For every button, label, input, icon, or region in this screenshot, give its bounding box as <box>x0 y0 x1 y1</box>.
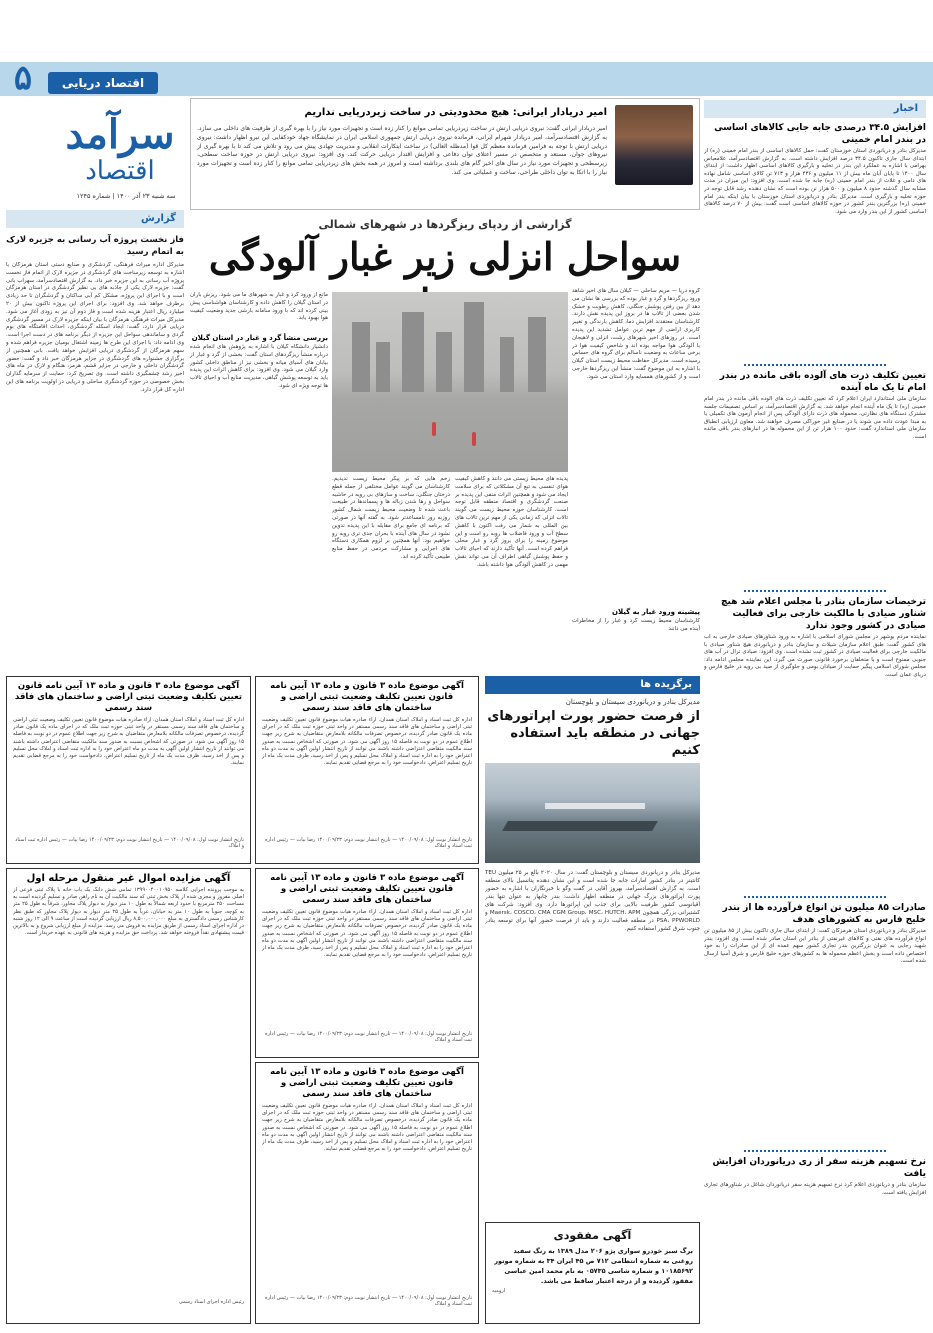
featured-kicker: مدیرکل بنادر و دریانوردی سیستان و بلوچستان <box>565 698 700 706</box>
photo-building <box>500 337 514 392</box>
news-item-title[interactable]: صادرات ۸۵ میلیون تن انواع فرآورده ها از بندر خلیج فارس به کشورهای هدف <box>722 903 926 925</box>
ad-body: اداره کل ثبت اسناد و املاک استان همدان. آراء صادره هیات موضوع قانون تعیین تکلیف وضعیت ثبتی اراضی و ساختمان های فاقد سند رسمی مستقر در واحد ثبتی حوزه ثبت ملک که در اجرای ماده یک قانون صادر گردیده، درخصوص تصرفات مالکانه بلامعارض متقاضیان به شرح زیر جهت اطلاع عموم در دو نوبت به فاصله ۱۵ روز آگهی می شود. در صورتی که اشخاص نسبت به صدور سند مالکیت متقاضی اعتراضی داشته باشند می توانند از تاریخ انتشار اولین آگهی به مدت دو ماه اعتراض خود را به اداره ثبت اسناد و املاک محل تسلیم و پس از اخذ رسید، ظرف مدت یک ماه از تاریخ تسلیم اعتراض، دادخواست خود را به مرجع قضایی تقدیم نمایند. <box>13 717 244 767</box>
news-item-body: نماینده مردم بوشهر در مجلس شورای اسلامی با اشاره به ورود شناورهای صیادی خارجی به آب های کشور گفت: طبق اعلام سازمان شیلات و سازمان بنادر و دریانوردی هیچ شناور صیادی با مالکیت خارجی برای فعالیت صیادی در کشور ثبت نشده است. وی افزود: صیادی ترال در آب های جنوبی ممنوع است و با متخلفان برخورد قانونی صورت می گیرد. این نماینده مجلس ادامه داد: مجلس شورای اسلامی پیگیر حمایت از صیادان بومی و جلوگیری از صید بی رویه در خلیج فارس و دریای عمان است. <box>704 634 926 678</box>
ad-title: آگهی موضوع ماده ۳ قانون و ماده ۱۳ آیین نامه قانون تعیین تکلیف وضعیت ثبتی اراضی و ساختمان های فاقد سند رسمی <box>270 1067 464 1099</box>
issue-line: سه شنبه ۲۳ آذر ۱۴۰۰ | شماره ۱۲۴۵ <box>76 192 176 200</box>
report-body: مدیرکل اداره میراث فرهنگی، گردشگری و صنایع دستی استان هرمزگان با اشاره به توسعه زیرساخت های گردشگری در جزیره لارک از اتمام فاز نخست پروژه آب رسانی به این جزیره خبر داد. به گزارش اقتصادسرآمد، سهراب بانی گفت: جزیره لارک یکی از جاذبه های بی نظیر گردشگری در استان هرمزگان است و با اجرای این پروژه، مشکل کم آبی ساکنان و گردشگران تا حد زیادی برطرف خواهد شد. وی افزود: برای اجرای این پروژه تاکنون بیش از ۲۰ میلیارد ریال اعتبار هزینه شده است و فاز دوم آن نیز به زودی آغاز می شود. مدیرکل میراث فرهنگی هرمزگان با بیان اینکه جزیره لارک در مسیر گردشگری دریایی قرار دارد، گفت: ایجاد اسکله گردشگری، احداث اقامتگاه های بوم گردی و ساماندهی سواحل این جزیره از دیگر برنامه های در دست اجرا است. وی ادامه داد: با اجرای این طرح ها زمینه اشتغال بومیان جزیره فراهم شده و سهم هرمزگان از گردشگری دریایی افزایش خواهد یافت. بانی همچنین از برگزاری جشنواره های گردشگری در جزایر هرمزگان خبر داد و گفت: حضور گردشگران داخلی و خارجی در جزایر قشم، هرمز، هنگام و لارک در ماه های اخیر رشد چشمگیری داشته است. وی تصریح کرد: حمایت از سرمایه گذاران بخش خصوصی در حوزه گردشگری ساحلی و دریایی در اولویت برنامه های این اداره کل قرار دارد. <box>6 262 184 393</box>
story-subhead: بررسی منشأ گرد و غبار در استان گیلان <box>191 334 328 342</box>
ad-body: اداره کل ثبت اسناد و املاک استان همدان. آراء صادره هیات موضوع قانون تعیین تکلیف وضعیت ثبتی اراضی و ساختمان های فاقد سند رسمی مستقر در واحد ثبتی حوزه ثبت ملک که در اجرای ماده یک قانون صادر گردیده، درخصوص تصرفات مالکانه بلامعارض متقاضیان به شرح زیر جهت اطلاع عموم در دو نوبت به فاصله ۱۵ روز آگهی می شود. در صورتی که اشخاص نسبت به صدور سند مالکیت متقاضی اعتراضی داشته باشند می توانند از تاریخ انتشار اولین آگهی به مدت دو ماه اعتراض خود را به اداره ثبت اسناد و املاک محل تسلیم و پس از اخذ رسید، ظرف مدت یک ماه از تاریخ تسلیم اعتراض، دادخواست خود را به مرجع قضایی تقدیم نمایند. <box>262 1103 472 1153</box>
newspaper-logo <box>60 112 180 192</box>
photo-boat <box>432 422 436 436</box>
main-story-col2 <box>455 476 568 666</box>
photo-boat <box>472 432 476 446</box>
featured-body: مدیرکل بنادر و دریانوردی سیستان و بلوچستان گفت: در سال ۲۰۲۰ بالغ بر ۲۵ میلیون TEU کانتینر در بنادر کشور امارات جابه جا شده است و این نشان دهنده پتانسیل بالای منطقه است. به گزارش اقتصادسرآمد، بهروز آقایی در گفت وگو با خبرنگاران با اشاره به حضور پورت اپراتورهای بزرگ جهانی در منطقه اظهار داشت: بندر چابهار به عنوان تنها بندر اقیانوسی کشور ظرفیت بالایی برای جذب این اپراتورها دارد. وی افزود: شرکت های کشتیرانی بزرگی همچون Maersk، COSCO، CMA CGM Group، MSC، HUTCH، APM و PSA، PPWORLD در منطقه فعالیت دارند و باید از فرصت حضور آنها برای توسعه بنادر جنوب شرق کشور استفاده کنیم. <box>485 870 700 932</box>
news-column <box>704 100 926 1262</box>
main-story-col4 <box>190 292 328 672</box>
news-heading: اخبار <box>704 100 926 118</box>
ad-box <box>255 1062 479 1324</box>
news-item-title[interactable]: ترخیصات سازمان بنادر با مجلس اعلام شد هیچ شناور صیادی با مالکیت خارجی برای فعالیت صیادی در کشور وجود ندارد <box>721 597 926 631</box>
story-byline: کارشناسان محیط زیست گرد و غبار را از مخاطرات آینده می دانند <box>572 618 700 632</box>
lost-city: ارومیه <box>492 1288 506 1294</box>
story-text: مانع از ورود گرد و غبار به شهرهای ما می شود. ریزش باران در استان گیلان را کاهش داده و کارشناسان هواشناسی پیش بینی کرده اند که با ورود سامانه بارشی جدید وضعیت کیفیت هوا بهبود یابد. <box>190 292 328 322</box>
photo-building <box>402 312 424 392</box>
report-heading: گزارش <box>6 210 184 228</box>
port-photo <box>485 763 700 863</box>
main-headline[interactable]: سواحل انزلی زیر غبار آلودگی <box>208 234 682 279</box>
photo-pier <box>545 803 645 809</box>
auction-body: به موجب پرونده اجرایی کلاسه ۱۳۹۹۰۰۴۰۰۱۰۹۵۰ تمامی شش دانگ یک باب خانه با پلاک ثبتی فرعی از اصلی مفروز و مجزی شده از پلاک بخش ثبتی که سند مالکیت آن به نام راهن صادر و تسلیم گردیده است به مساحت ۲۵۰ مترمربع با حدود اربعه شمالاً به طول ۱۰ متر دیوار به دیوار پلاک مجاور، شرقاً به طول ۲۵ متر به کوچه، جنوباً به طول ۱۰ متر به خیابان، غرباً به طول ۲۵ متر دیوار به دیوار پلاک مجاور که طبق نظر کارشناس رسمی دادگستری به مبلغ ۸,۵۰۰,۰۰۰,۰۰۰ ریال ارزیابی گردیده است از ساعت ۹ الی ۱۲ روز شنبه در اداره اجرای اسناد رسمی از طریق مزایده به فروش می رسد. مزایده از مبلغ ارزیابی شروع و به بالاترین قیمت پیشنهادی نقداً فروخته خواهد شد. پرداخت حق مزایده و هزینه های قانونی به عهده خریدار است. <box>13 887 244 937</box>
main-story-col1 <box>572 288 700 668</box>
ad-box <box>255 868 479 1058</box>
interview-box <box>190 98 700 210</box>
news-item-title[interactable]: تعیین تکلیف ذرت های آلوده باقی مانده در بندر امام تا یک ماه آینده <box>719 371 926 393</box>
lost-notice <box>485 1222 700 1324</box>
story-text: زخم هایی که بر پیکر محیط زیست ندیدیم. کارشناسان می گویند عوامل مختلفی از جمله قطع درختان جنگلی، ساخت و سازهای بی رویه در حاشیه سواحل و رها شدن زباله ها و پسماندها در طبیعت باعث شده تا وضعیت محیط زیست شمال کشور روزبه روز نامساعدتر شود. به گفته آنها در صورتی که برنامه ای جامع برای مقابله با این پدیده تدوین نشود در سال های آینده با بحران جدی تری روبه رو خواهیم بود. آنها همچنین بر لزوم همکاری دستگاه های اجرایی و مشارکت مردمی در حفظ منابع طبیعی تأکید کرده اند. <box>332 476 450 560</box>
news-item-title[interactable]: نرخ تسهیم هزینه سفر از ری دریانوردان افزایش یافت <box>712 1157 926 1179</box>
main-story-col3 <box>332 476 450 666</box>
main-kicker: گزارشی از ردپای ریزگردها در شهرهای شمالی <box>318 218 572 231</box>
ad-box <box>255 676 479 864</box>
section-tag[interactable]: اقتصاد دریایی <box>48 72 158 94</box>
logo-main: سرآمد <box>65 111 175 158</box>
news-item-body: مدیرکل بنادر و دریانوردی استان هرمزگان گفت: از ابتدای سال جاری تاکنون بیش از ۸۵ میلیون تن انواع فرآورده های نفتی و کالاهای غیرنفتی از بنادر این استان صادر شده است. وی افزود: بندر شهید رجایی به عنوان بزرگترین بندر تجاری کشور سهم عمده ای از این صادرات را به خود اختصاص داده است و بخش اعظم محموله ها به کشورهای حوزه خلیج فارس و شرق آسیا ارسال شده است. <box>704 928 926 965</box>
ad-box <box>6 676 251 864</box>
report-column <box>6 210 184 682</box>
story-text: دانشیار دانشگاه گیلان با اشاره به پژوهش های انجام شده درباره منشأ ریزگردهای استان گفت: بخشی از گرد و غبار از بیابان های آسیای میانه و بخشی نیز از مناطق داخلی کشور وارد گیلان می شود. وی افزود: برای کاهش اثرات این پدیده باید به توسعه پوشش گیاهی، مدیریت منابع آب و احیای تالاب ها توجه ویژه ای شود. <box>190 344 328 389</box>
interview-title[interactable]: امیر دریادار ایرانی: هیچ محدودیتی در ساخت زیردریایی نداریم <box>304 107 607 118</box>
story-subhead: پیشینه ورود غبار به گیلان <box>611 608 700 616</box>
page-number: ۵ <box>13 58 33 98</box>
ad-body: اداره کل ثبت اسناد و املاک استان همدان. آراء صادره هیات موضوع قانون تعیین تکلیف وضعیت ثبتی اراضی و ساختمان های فاقد سند رسمی مستقر در واحد ثبتی حوزه ثبت ملک که در اجرای ماده یک قانون صادر گردیده، درخصوص تصرفات مالکانه بلامعارض متقاضیان به شرح زیر جهت اطلاع عموم در دو نوبت به فاصله ۱۵ روز آگهی می شود. در صورتی که اشخاص نسبت به صدور سند مالکیت متقاضی اعتراضی داشته باشند می توانند از تاریخ انتشار اولین آگهی به مدت دو ماه اعتراض خود را به اداره ثبت اسناد و املاک محل تسلیم و پس از اخذ رسید، ظرف مدت یک ماه از تاریخ تسلیم اعتراض، دادخواست خود را به مرجع قضایی تقدیم نمایند. <box>262 909 472 959</box>
ad-body: اداره کل ثبت اسناد و املاک استان همدان. آراء صادره هیات موضوع قانون تعیین تکلیف وضعیت ثبتی اراضی و ساختمان های فاقد سند رسمی مستقر در واحد ثبتی حوزه ثبت ملک که در اجرای ماده یک قانون صادر گردیده، درخصوص تصرفات مالکانه بلامعارض متقاضیان به شرح زیر جهت اطلاع عموم در دو نوبت به فاصله ۱۵ روز آگهی می شود. در صورتی که اشخاص نسبت به صدور سند مالکیت متقاضی اعتراضی داشته باشند می توانند از تاریخ انتشار اولین آگهی به مدت دو ماه اعتراض خود را به اداره ثبت اسناد و املاک محل تسلیم و پس از اخذ رسید، ظرف مدت یک ماه از تاریخ تسلیم اعتراض، دادخواست خود را به مرجع قضایی تقدیم نمایند. <box>262 717 472 767</box>
news-item-body: سازمان بنادر و دریانوردی اعلام کرد نرخ تسهیم هزینه سفر دریانوردان شاغل در شناورهای تجاری افزایش یافته است. <box>704 1182 926 1196</box>
auction-title: آگهی مزایده اموال غیر منقول مرحله اول <box>26 873 231 884</box>
divider <box>744 896 886 898</box>
ad-title: آگهی موضوع ماده ۳ قانون و ماده ۱۳ آیین نامه قانون تعیین تکلیف وضعیت ثبتی اراضی و ساختمان های فاقد سند رسمی <box>270 681 464 713</box>
news-item-body: مدیرکل بنادر و دریانوردی استان خوزستان گفت: حمل کالاهای اساسی از بندر امام خمینی (ره) از ابتدای سال جاری تاکنون ۳۴.۵ درصد افزایش داشته است. به گزارش اقتصادسرآمد، غلامعباس بهرامی با اشاره به عملکرد این بندر در تخلیه و بارگیری کالاهای اساسی اظهار داشت: از ابتدای سال ۱۴۰۰ تا پایان آبان ماه بیش از ۱۱ میلیون و ۴۳۶ هزار و ۷۱۳ تن کالای اساسی شامل نهاده های دامی و غلات از بندر امام خمینی (ره) جابه جا شده است. وی افزود: این میزان در مدت مشابه سال گذشته حدود ۸ میلیون و ۵۰۰ هزار تن بوده است که نشان دهنده رشد قابل توجه در حوزه تخلیه و بارگیری است. مدیرکل بنادر و دریانوردی استان خوزستان با بیان اینکه بندر امام خمینی (ره) بزرگترین بندر کشور در حوزه کالاهای اساسی است گفت: بیش از ۷۰ درصد کالاهای اساسی کشور از این بندر وارد می شود. <box>704 148 926 215</box>
ad-footer: تاریخ انتشار نوبت اول: ۱۴۰۰/۰۹/۰۸ — تاریخ انتشار نوبت دوم: ۱۴۰۰/۰۹/۲۳ رضا بیات — رئیس اداره ثبت اسناد و املاک <box>265 1031 472 1043</box>
story-text: گروه دریا — مریم ساحلی — گیلان سال های اخیر شاهد ورود ریزگردها و گرد و غبار بوده که بررسی ها نشان می دهد از بین رفتن پوشش جنگلی، کاهش رطوبت و خشک شدن بعضی از تالاب ها در بروز این پدیده نقش دارند. کارشناسان معتقدند افزایش دما، کاهش بارندگی و تغییر کاربری اراضی از مهم ترین عوامل تشدید این پدیده است. در روزهای اخیر شهرهای رشت، انزلی و لاهیجان با آلودگی هوا مواجه بوده اند و شاخص کیفیت هوا در برخی ساعات به وضعیت ناسالم برای گروه های حساس رسیده است. مدیرکل حفاظت محیط زیست استان گیلان با اشاره به این موضوع گفت: منشأ این ریزگردها خارجی است و از کشورهای همسایه وارد استان می شود. <box>572 288 700 380</box>
ad-footer: تاریخ انتشار نوبت اول: ۱۴۰۰/۰۹/۰۸ — تاریخ انتشار نوبت دوم: ۱۴۰۰/۰۹/۲۳ رضا بیات — رئیس اداره ثبت اسناد و املاک <box>265 837 472 849</box>
interview-body: امیر دریادار ایرانی گفت: نیروی دریایی ارتش در ساخت زیردریایی تمامی موانع را کنار زده است و تجهیزات مورد نیاز را با بهره گیری از ظرفیت های داخلی می سازد. به گزارش اقتصادسرآمد، امیر دریادار شهرام ایرانی، فرمانده نیروی دریایی ارتش جمهوری اسلامی ایران در نمایشگاه جهاد خودکفایی این نیرو اظهار داشت: نیروی دریایی ارتش با توجه به فرامین فرمانده معظم کل قوا (مدظله العالی) در ساخت ابتکارات انقلابی و مدیریت جهادی پیش می رود و تلاش می کند تا با بهره گیری از نیروهای جوان، مستعد و متخصص در مسیر اعتلای توان دفاعی و افزایش اقتدار دریایی حرکت کند. وی افزود: نیروی دریایی ارتش در حوزه ساخت سطحی، زیرسطحی و تجهیزات مورد نیاز در سال های اخیر گام های بلندی برداشته است و امروز در همه بخش های زیردریایی تمامی موانع را کنار زده است و تجهیزات مورد نیاز را با اتکا به توان داخلی طراحی، ساخت و عملیاتی می کند. <box>197 125 607 176</box>
auction-footer: رئیس اداره اجرای اسناد رسمی <box>178 1299 244 1305</box>
featured-heading: برگزیده ها <box>485 676 700 694</box>
featured-box <box>485 676 700 1119</box>
news-item-title[interactable]: افزایش ۳۴.۵ درصدی جابه جایی کالاهای اساسی در بندر امام خمینی <box>714 123 926 145</box>
photo-pier <box>502 821 658 831</box>
photo-building <box>376 342 390 392</box>
divider <box>744 1150 886 1152</box>
story-text: پدیده های محیط زیستی می دانند و کاهش کیفیت هوای تنفسی به تبع آن مشکلاتی که برای سلامت ایجاد می شود و همچنین اثرات منفی این پدیده بر صنعت گردشگری و اقتصاد منطقه قابل توجه است. کارشناسان حوزه محیط زیست می گویند تالاب انزلی که زمانی یکی از مهم ترین تالاب های بین المللی به شمار می رفت اکنون با کاهش سطح آب و ورود فاضلاب ها روبه رو است و این موضوع زمینه را برای بروز گرد و غبار محلی فراهم کرده است. آنها تأکید دارند که احیای تالاب و حفظ پوشش گیاهی اطراف آن می تواند نقش مهمی در کاهش آلودگی هوا داشته باشد. <box>455 476 568 568</box>
photo-building <box>528 317 546 392</box>
featured-title[interactable]: از فرصت حضور پورت اپراتورهای جهانی در منطقه باید استفاده کنیم <box>487 709 700 758</box>
lost-body: برگ سبز خودرو سواری پژو ۲۰۶ مدل ۱۳۸۹ به رنگ سفید روغنی به شماره انتظامی ۷۱۲ ص ۴۵ ایران ۳۴ به شماره موتور ۱۰۱۸۵۶۹۲ و شماره شاسی ۰۵۷۳۵ به نام محمد امین عباسی مفقود گردیده و از درجه اعتبار ساقط می باشد. <box>494 1247 693 1285</box>
auction-box <box>6 868 251 1324</box>
ad-title: آگهی موضوع ماده ۳ قانون و ماده ۱۳ آیین نامه قانون تعیین تکلیف وضعیت ثبتی اراضی و ساختمان های فاقد سند رسمی <box>14 681 243 713</box>
ad-footer: تاریخ انتشار نوبت اول: ۱۴۰۰/۰۹/۰۸ — تاریخ انتشار نوبت دوم: ۱۴۰۰/۰۹/۲۳ رضا بیات — رئیس اداره ثبت اسناد و املاک <box>265 1295 472 1307</box>
lead-photo <box>332 292 568 472</box>
divider <box>744 364 886 366</box>
ad-title: آگهی موضوع ماده ۳ قانون و ماده ۱۳ آیین نامه قانون تعیین تکلیف وضعیت ثبتی اراضی و ساختمان های فاقد سند رسمی <box>270 873 464 905</box>
lost-title: آگهی مفقودی <box>553 1229 632 1242</box>
ad-footer: تاریخ انتشار نوبت اول: ۱۴۰۰/۰۹/۰۸ — تاریخ انتشار نوبت دوم: ۱۴۰۰/۰۹/۲۳ رضا بیات — رئیس اداره ثبت اسناد و املاک <box>15 837 244 849</box>
admiral-photo <box>615 105 693 185</box>
photo-building <box>352 322 370 392</box>
photo-building <box>464 302 484 392</box>
logo-sub: اقتصاد <box>85 156 155 186</box>
divider <box>744 590 886 592</box>
report-title[interactable]: فاز نخست پروژه آب رسانی به جزیره لارک به اتمام رسید <box>6 235 184 257</box>
photo-building <box>436 332 452 392</box>
news-item-body: سازمان ملی استاندارد ایران اعلام کرد که تعیین تکلیف ذرت های آلوده باقی مانده در بندر امام خمینی (ره) تا یک ماه آینده انجام خواهد شد. به گزارش اقتصادسرآمد، بر اساس تصمیمات جلسه مشترک دستگاه های نظارتی، محموله های ذرت دارای آلودگی پس از انجام آزمون های تکمیلی یا به مبدا عودت داده می شوند یا در صنایع غیر خوراکی مصرف خواهند شد. معاون ارزیابی انطباق سازمان ملی استاندارد گفت: حدود ۱۰۰ هزار تن از این محموله ها در انبارهای بندر باقی مانده است. <box>704 396 926 440</box>
